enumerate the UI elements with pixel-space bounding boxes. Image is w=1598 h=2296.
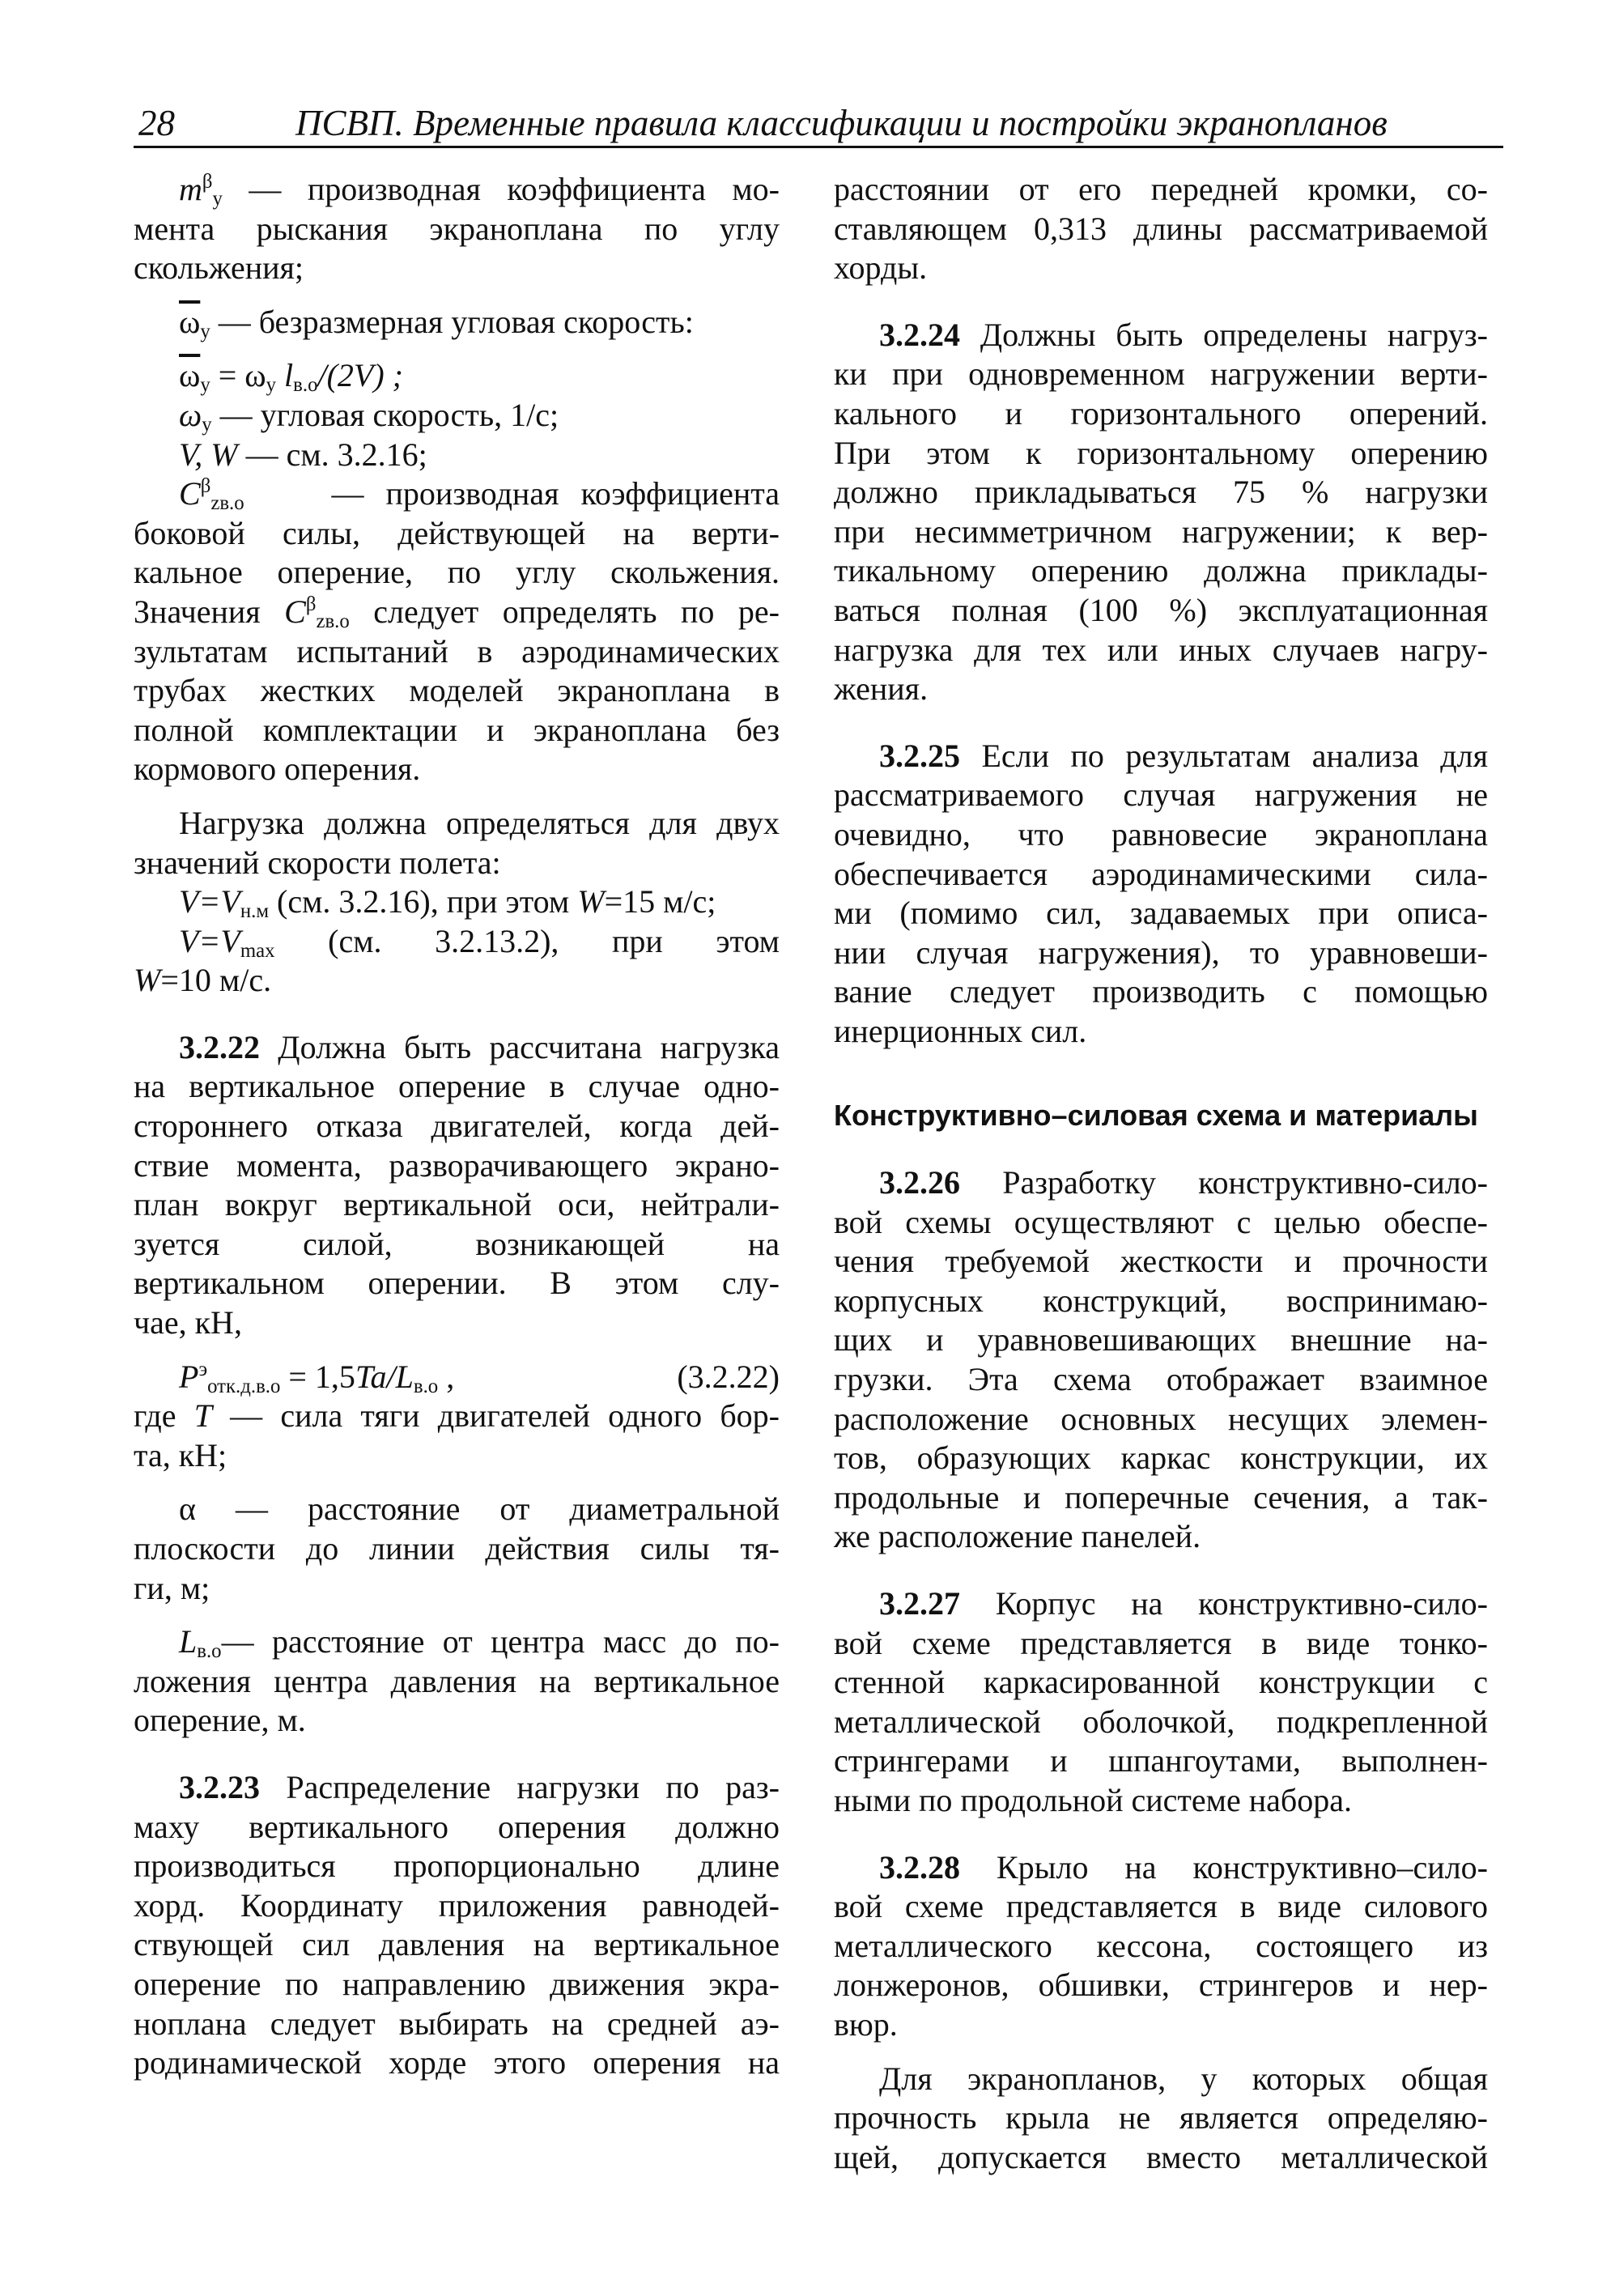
section-3-2-24-line7: тикальному оперению должна приклады- [834,552,1488,589]
sub: y [200,320,210,342]
section-3-2-26-line4: корпусных конструкций, воспринимаю- [834,1282,1488,1319]
left-column [134,170,780,2083]
text: — сила тяги двигателей одного бор- [211,1397,780,1435]
def-alpha-line1: α — расстояние от диаметральной [179,1490,780,1528]
symbol: W [577,883,605,921]
text: = ω [210,357,266,394]
section-3-2-25-line8: инерционных сил. [834,1012,1087,1049]
section-3-2-25-line4: обеспечивается аэродинамическими сила- [834,855,1488,892]
section-3-2-23-line2: маху вертикального оперения должно [134,1808,780,1845]
speed-case-2 [134,922,780,962]
text: Должны быть определены нагруз- [960,316,1488,353]
running-header [134,99,1503,148]
closing-line1: Для экранопланов, у которых общая [879,2060,1488,2097]
def-cz-line7: полной комплектации и экраноплана без [134,711,780,748]
def-m-line2: мента рыскания экраноплана по углу [134,210,780,247]
text: — см. 3.2.16; [237,436,427,473]
def-lvo-line2: ложения центра давления на вертикальное [134,1662,780,1699]
sub: max [240,939,275,962]
def-vw [134,436,780,475]
closing-line2: прочность крыла не является определяю- [834,2099,1488,2137]
sub: y [202,414,212,436]
def-t-line2: та, кН; [134,1436,227,1473]
section-subheading: Конструктивно–силовая схема и материалы [834,1099,1478,1133]
sub: y [212,188,223,210]
text: Если по результатам анализа для [960,737,1488,774]
section-3-2-26-line8: тов, образующих каркас конструкции, их [834,1439,1488,1477]
text: — производная коэффициента [331,475,780,512]
section-number: 3.2.22 [179,1028,260,1065]
text: — угловая скорость, 1/с; [211,396,559,433]
text: Значения [134,593,285,630]
text: — производная коэффициента мо- [222,171,780,207]
def-lvo-line1 [134,1622,780,1662]
section-3-2-27-line3: стенной каркасированной конструкции с [834,1664,1488,1701]
section-3-2-25-line5: ми (помимо сил, задаваемых при описа- [834,895,1488,932]
text: Разработку конструктивно-сило- [960,1164,1488,1201]
section-3-2-24-line9: нагрузка для тех или иных случаев нагру- [834,631,1488,668]
section-3-2-26-line5: щих и уравновешивающих внешние на- [834,1321,1488,1358]
section-3-2-27-line2: вой схеме представляется в виде тонко- [834,1624,1488,1661]
cont-line3: хорды. [834,249,928,287]
symbol: $\overline{\omega}$ [179,357,201,394]
section-3-2-25-line6: нии случая нагружения), то уравновеши- [834,933,1488,971]
def-cz-line4 [134,593,780,632]
section-3-2-22-line4: ствие момента, разворачивающего экрано- [134,1146,780,1184]
text: = 1,5 [280,1358,355,1395]
section-3-2-22-line3: стороннего отказа двигателей, когда дей- [134,1108,780,1145]
running-title: ПСВП. Временные правила классификации и постройки экранопланов [295,103,1388,143]
section-3-2-25-line3: очевидно, что равновесие экраноплана [834,815,1488,852]
formula-number: (3.2.22) [677,1358,780,1395]
def-m-line1 [134,170,780,210]
symbol: L [179,1623,198,1660]
symbol: W [134,962,161,999]
symbol: P [179,1358,199,1395]
section-3-2-27-line4: металлической оболочкой, подкрепленной [834,1703,1488,1740]
symbol-m: m [179,171,202,207]
symbol: Ta/L [355,1358,414,1395]
text: =10 м/с. [160,962,272,999]
right-column [834,170,1488,2177]
def-omega [134,396,780,436]
formula-body [179,1358,454,1397]
section-3-2-26-line1 [834,1163,1488,1203]
section-3-2-26-line9: продольные и поперечные сечения, а так- [834,1478,1488,1516]
section-3-2-27-line6: ными по продольной системе набора. [834,1781,1352,1818]
sub: в.о [197,1640,222,1663]
sup: э [198,1358,208,1380]
def-cz-line1 [134,474,780,514]
formula-3-2-22 [134,1358,780,1397]
section-3-2-23-line1 [134,1768,780,1808]
text: (см. 3.2.16), при этом [269,883,578,921]
section-3-2-22-line1 [134,1028,780,1068]
section-3-2-23-line7: ноплана следует выбирать на средней аэ- [134,2005,780,2042]
section-3-2-26-line10: же расположение панелей. [834,1518,1201,1555]
section-3-2-23-line4: хорд. Координату приложения равнодей- [134,1886,780,1924]
symbol: l [276,357,294,394]
section-3-2-22-line7: вертикальном оперении. В этом слу- [134,1265,780,1302]
section-3-2-24-line4: При этом к горизонтальному оперению [834,434,1488,471]
sub: y [266,374,277,397]
def-cz-line6: трубах жестких моделей экраноплана в [134,672,780,709]
section-number: 3.2.26 [879,1164,960,1201]
def-wbar [134,303,780,342]
section-3-2-23-line3: производиться пропорционально длине [134,1847,780,1885]
speed-case-2-cont [134,961,780,1001]
section-3-2-22-line2: на вертикальное оперение в случае одно- [134,1068,780,1105]
eq-omega [134,356,780,396]
def-cz-line2: боковой силы, действующей на верти- [134,514,780,551]
text: , [438,1358,455,1395]
text: /(2V) ; [317,357,403,394]
section-3-2-24-line6: при несимметричном нагружении; к вер- [834,512,1488,550]
symbol-omega-bar: $\overline{\omega}$ [179,303,201,340]
text: Должна быть рассчитана нагрузка [260,1028,780,1065]
load-line2: значений скорости полета: [134,844,501,881]
speed-case-1 [134,882,780,922]
text: =15 м/с; [604,883,716,921]
sup: β [202,171,213,193]
text: — безразмерная угловая скорость: [210,303,694,340]
text: (см. 3.2.13.2), при этом [274,922,780,959]
sub: y [200,374,210,397]
section-3-2-23-line8: родинамической хорде этого оперения на [134,2044,780,2081]
text: Корпус на конструктивно-сило- [960,1585,1488,1622]
section-3-2-24-line8: ваться полная (100 %) эксплуатационная [834,591,1488,628]
sub: zв.о [316,610,350,633]
text: — расстояние от центра масс до по- [221,1623,780,1660]
def-cz-line8: кормового оперения. [134,750,421,788]
section-3-2-25-line2: рассматриваемого случая нагружения не [834,776,1488,814]
cont-line1: расстоянии от его передней кромки, со- [834,171,1488,207]
section-3-2-28-line5: вюр. [834,2005,898,2043]
section-3-2-26-line3: чения требуемой жесткости и прочности [834,1243,1488,1280]
text: Крыло на конструктивно–сило- [960,1848,1488,1886]
def-cz-line3: кальное оперение, по углу скольжения. [134,554,780,591]
page-number: 28 [138,103,175,143]
section-3-2-27-line1 [834,1584,1488,1624]
section-number: 3.2.23 [179,1768,260,1805]
sub: zв.о [210,492,244,515]
text: следует определять по ре- [349,593,780,630]
section-3-2-28-line1 [834,1848,1488,1888]
sup: β [200,475,211,498]
symbol: V=V [179,883,240,921]
load-line1: Нагрузка должна определяться для двух [179,804,780,841]
section-3-2-27-line5: стрингерами и шпангоутами, выполнен- [834,1742,1488,1779]
section-3-2-22-line5: план вокруг вертикальной оси, нейтрали- [134,1186,780,1223]
section-number: 3.2.28 [879,1848,960,1886]
symbol: ω [179,396,202,433]
section-3-2-24-line1 [834,316,1488,355]
sub: в.о [413,1375,439,1397]
text: Распределение нагрузки по раз- [260,1768,780,1805]
section-3-2-23-line6: оперение по направлению движения экра- [134,1965,780,2002]
section-3-2-24-line5: должно прикладываться 75 % нагрузки [834,474,1488,511]
section-3-2-28-line4: лонжеронов, обшивки, стрингеров и нер- [834,1966,1488,2004]
section-3-2-22-line6: зуется силой, возникающей на [134,1225,780,1262]
def-cz-line5: зультатам испытаний в аэродинамических [134,632,780,670]
symbol: C [284,593,306,630]
cont-line2: ставляющем 0,313 длины рассматриваемой [834,210,1488,247]
section-number: 3.2.27 [879,1585,960,1622]
def-alpha-line2: плоскости до линии действия силы тя- [134,1530,780,1567]
def-lvo-line3: оперение, м. [134,1702,306,1739]
section-number: 3.2.25 [879,737,960,774]
def-m-line3: скольжения; [134,249,304,287]
sup: β [305,593,317,616]
sub: отк.д.в.о [207,1375,281,1397]
section-3-2-24-line2: ки при одновременном нагружении верти- [834,355,1488,393]
section-3-2-24-line10: жения. [834,670,929,708]
section-3-2-23-line5: ствующей сил давления на вертикальное [134,1926,780,1963]
symbol: T [193,1397,212,1435]
def-alpha-line3: ги, м; [134,1569,210,1606]
section-3-2-26-line6: грузки. Эта схема отображает взаимное [834,1361,1488,1398]
text: где [134,1397,194,1435]
closing-line3: щей, допускается вместо металлической [834,2138,1488,2175]
section-number: 3.2.24 [879,316,960,353]
sub: н.м [240,900,270,923]
sub: в.о [293,374,318,397]
symbol: V, W [179,436,238,473]
section-3-2-28-line2: вой схеме представляется в виде силового [834,1888,1488,1925]
section-3-2-25-line7: вание следует производить с помощью [834,973,1488,1010]
section-3-2-28-line3: металлического кессона, состоящего из [834,1927,1488,1964]
def-t-line1 [134,1397,780,1436]
section-3-2-24-line3: кального и горизонтального оперений. [834,394,1488,432]
symbol: V=V [179,922,240,959]
section-3-2-22-line8: чае, кН, [134,1304,242,1341]
section-3-2-26-line7: расположение основных несущих элемен- [834,1400,1488,1437]
section-3-2-25-line1 [834,737,1488,776]
symbol: C [179,475,201,512]
section-3-2-26-line2: вой схемы осуществляют с целью обеспе- [834,1203,1488,1240]
